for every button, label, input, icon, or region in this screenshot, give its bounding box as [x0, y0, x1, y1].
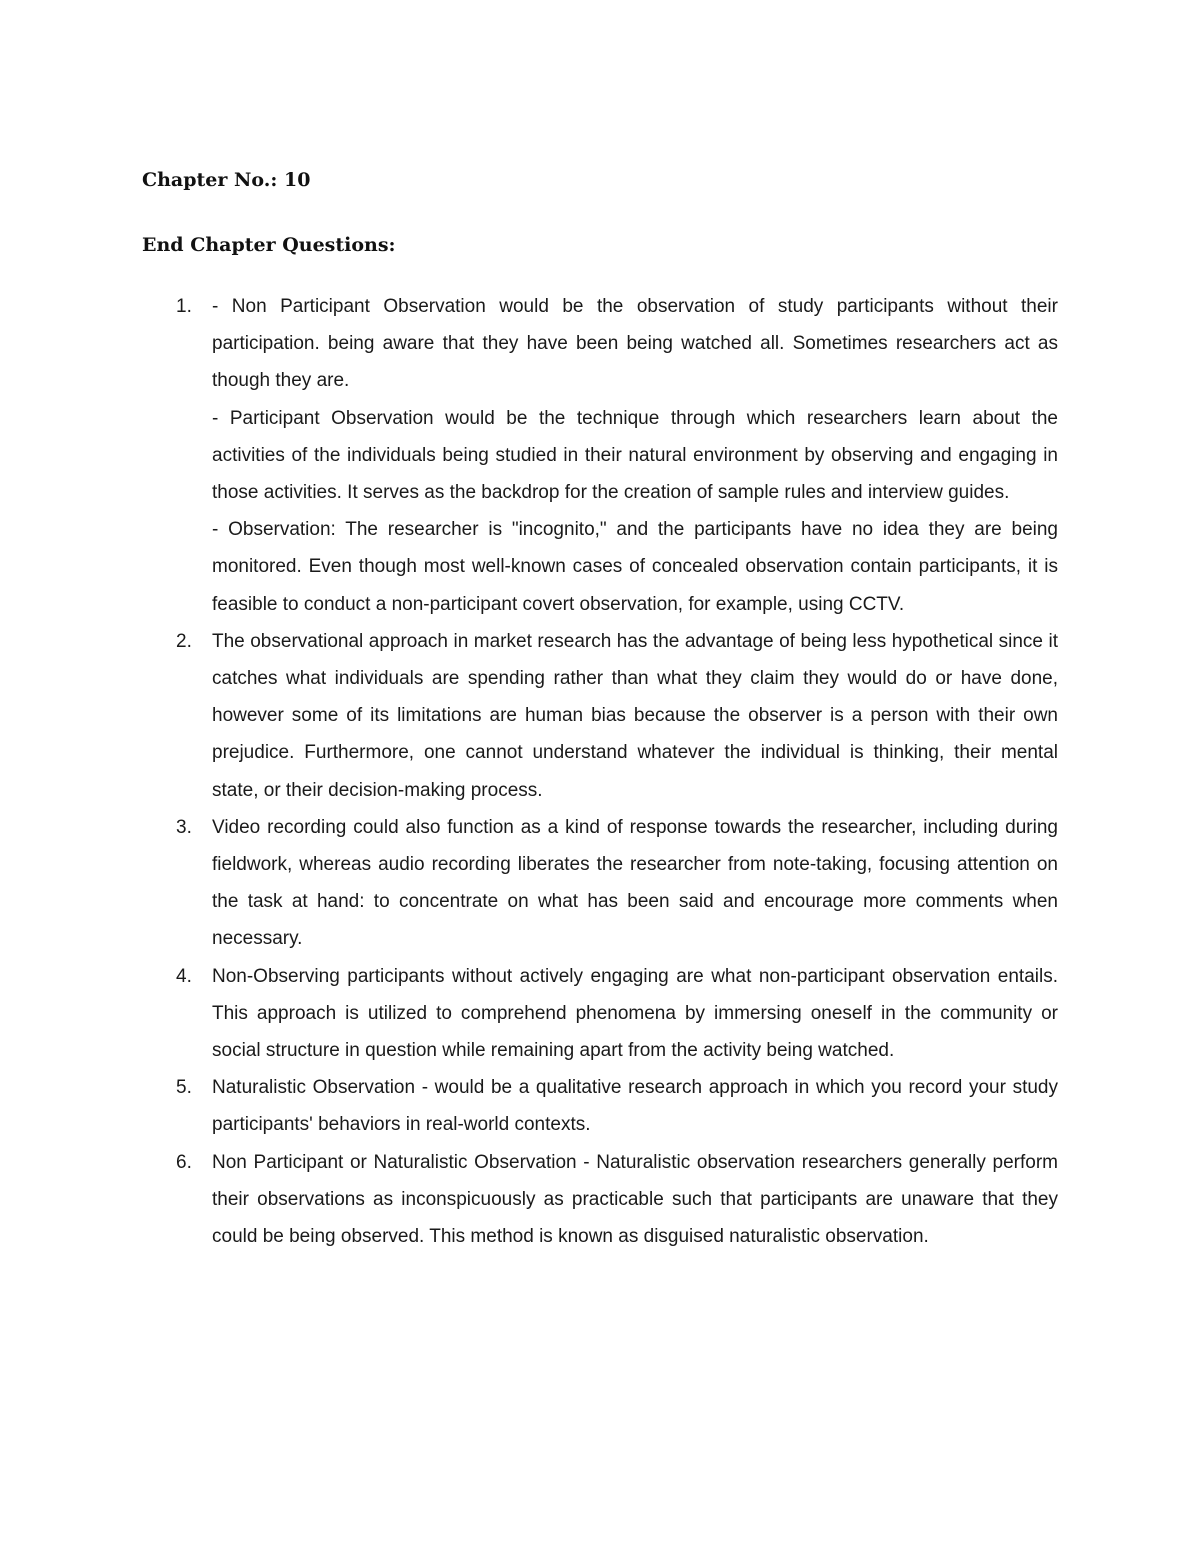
question-item-3: [0, 809, 1058, 958]
question-item-4: [0, 958, 1058, 1070]
answer-paragraph: - Participant Observation would be the technique through which researchers learn about the activities of the individuals being studied in their natural environment by observing and engaging in those activities. It serves as the backdrop for the creation of sample rules and interview guides.: [212, 407, 1058, 504]
answer-paragraph: Naturalistic Observation - would be a qualitative research approach in which you record your study participants' behaviors in real-world contexts.: [212, 1077, 1058, 1136]
answer-paragraph: Video recording could also function as a kind of response towards the researcher, including during fieldwork, whereas audio recording liberates the researcher from note-taking, focusing attention on the task at hand: to concentrate on what has been said and encourage more comments when necessary.: [212, 816, 1058, 950]
question-number: 3.: [176, 816, 192, 838]
answer-paragraph: Non-Observing participants without actively engaging are what non-participant observation entails. This approach is utilized to comprehend phenomena by immersing oneself in the community or social structure in question while remaining apart from the activity being watched.: [212, 965, 1058, 1062]
answer-paragraph: - Observation: The researcher is "incognito," and the participants have no idea they are being monitored. Even though most well-known cases of concealed observation contain participants, it is feasible to conduct a non-participant covert observation, for example, using CCTV.: [212, 519, 1058, 615]
question-number: 4.: [176, 965, 192, 987]
question-item-5: [0, 1069, 1058, 1143]
question-number: 2.: [176, 630, 192, 652]
answer-paragraph: Non Participant or Naturalistic Observation - Naturalistic observation researchers generally perform their observations as inconspicuously as practicable such that participants are unaware that they could be being observed. This method is known as disguised naturalistic observation.: [212, 1151, 1058, 1248]
answer-paragraph: - Non Participant Observation would be the observation of study participants without their participation. being aware that they have been being watched all. Sometimes researchers act as though they are.: [212, 296, 1058, 392]
question-number: 1.: [176, 296, 192, 317]
answer-paragraph: The observational approach in market research has the advantage of being less hypothetical since it catches what individuals are spending rather than what they claim they would do or have done, however some of its limitations are human bias because the observer is a person with their own prejudice. Furthermore, one cannot understand whatever the individual is thinking, their mental state, or their decision-making process.: [212, 630, 1058, 801]
question-number: 6.: [176, 1151, 192, 1173]
section-heading: End Chapter Questions:: [142, 234, 396, 256]
question-item-2: [0, 623, 1058, 809]
question-list: [0, 288, 1200, 1255]
question-item-1: [0, 288, 1058, 623]
chapter-number: Chapter No.: 10: [142, 169, 311, 191]
question-item-6: [0, 1144, 1058, 1256]
question-number: 5.: [176, 1077, 192, 1099]
